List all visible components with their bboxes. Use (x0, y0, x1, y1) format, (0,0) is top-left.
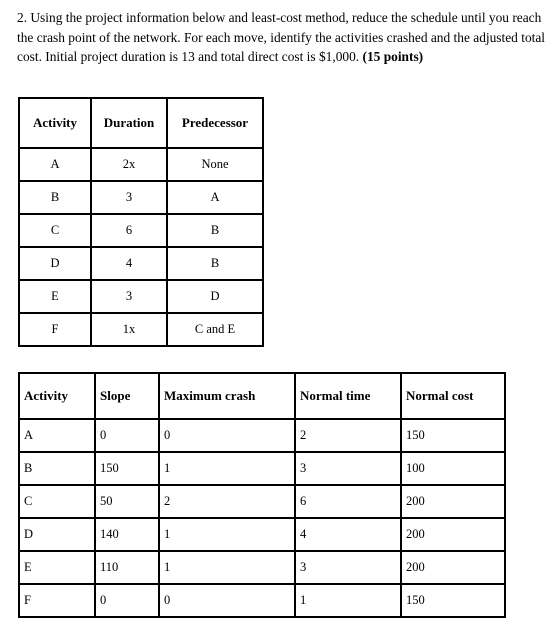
table-row (19, 181, 263, 214)
table-row (19, 280, 263, 313)
cell-predecessor: D (167, 280, 263, 313)
table-row (19, 247, 263, 280)
cell-predecessor: A (167, 181, 263, 214)
cell-activity: A (19, 419, 95, 452)
cell-normal-cost: 150 (401, 419, 505, 452)
cell-normal-cost: 100 (401, 452, 505, 485)
cell-activity: C (19, 485, 95, 518)
table-row (19, 452, 505, 485)
cell-normal-time: 3 (295, 551, 401, 584)
cell-activity: F (19, 584, 95, 617)
cell-normal-cost: 200 (401, 485, 505, 518)
question-text (17, 8, 553, 67)
header-duration: Duration (91, 98, 167, 148)
cell-activity: C (19, 214, 91, 247)
header-slope: Slope (95, 373, 159, 419)
cell-normal-time: 6 (295, 485, 401, 518)
cell-activity: D (19, 518, 95, 551)
cell-maximum-crash: 1 (159, 518, 295, 551)
cell-slope: 150 (95, 452, 159, 485)
cell-slope: 140 (95, 518, 159, 551)
header-normal-time: Normal time (295, 373, 401, 419)
cell-normal-time: 1 (295, 584, 401, 617)
cell-slope: 0 (95, 584, 159, 617)
table-row (19, 419, 505, 452)
cell-duration: 2x (91, 148, 167, 181)
cell-activity: A (19, 148, 91, 181)
cell-slope: 110 (95, 551, 159, 584)
header-activity: Activity (19, 98, 91, 148)
table-header-row (19, 373, 505, 419)
cell-maximum-crash: 2 (159, 485, 295, 518)
table-row (19, 584, 505, 617)
cell-normal-cost: 150 (401, 584, 505, 617)
cell-duration: 3 (91, 181, 167, 214)
question-body: 2. Using the project information below and least-cost method, reduce the schedule until you reach the crash point of the network. For each move, identify the activities crashed and the adjusted total cost. Initial project duration is 13 and total direct cost is $1,000. (17, 10, 546, 64)
cell-duration: 3 (91, 280, 167, 313)
cell-duration: 6 (91, 214, 167, 247)
cell-predecessor: B (167, 214, 263, 247)
table-row (19, 485, 505, 518)
cell-predecessor: C and E (167, 313, 263, 346)
cell-maximum-crash: 1 (159, 452, 295, 485)
header-normal-cost: Normal cost (401, 373, 505, 419)
question-points: (15 points) (362, 49, 424, 64)
cell-activity: B (19, 452, 95, 485)
table-row (19, 551, 505, 584)
cell-slope: 0 (95, 419, 159, 452)
header-predecessor: Predecessor (167, 98, 263, 148)
cell-duration: 1x (91, 313, 167, 346)
cell-normal-time: 3 (295, 452, 401, 485)
cell-activity: B (19, 181, 91, 214)
table-row (19, 148, 263, 181)
cell-predecessor: None (167, 148, 263, 181)
activity-duration-table (18, 97, 264, 347)
table-row (19, 518, 505, 551)
cell-normal-cost: 200 (401, 551, 505, 584)
cell-normal-cost: 200 (401, 518, 505, 551)
cell-maximum-crash: 1 (159, 551, 295, 584)
cell-normal-time: 2 (295, 419, 401, 452)
crash-cost-table (18, 372, 506, 618)
cell-maximum-crash: 0 (159, 419, 295, 452)
cell-activity: D (19, 247, 91, 280)
cell-slope: 50 (95, 485, 159, 518)
cell-maximum-crash: 0 (159, 584, 295, 617)
cell-duration: 4 (91, 247, 167, 280)
table-row (19, 214, 263, 247)
cell-activity: E (19, 551, 95, 584)
table-header-row (19, 98, 263, 148)
cell-activity: E (19, 280, 91, 313)
cell-activity: F (19, 313, 91, 346)
header-activity: Activity (19, 373, 95, 419)
cell-normal-time: 4 (295, 518, 401, 551)
table-row (19, 313, 263, 346)
cell-predecessor: B (167, 247, 263, 280)
header-maximum-crash: Maximum crash (159, 373, 295, 419)
